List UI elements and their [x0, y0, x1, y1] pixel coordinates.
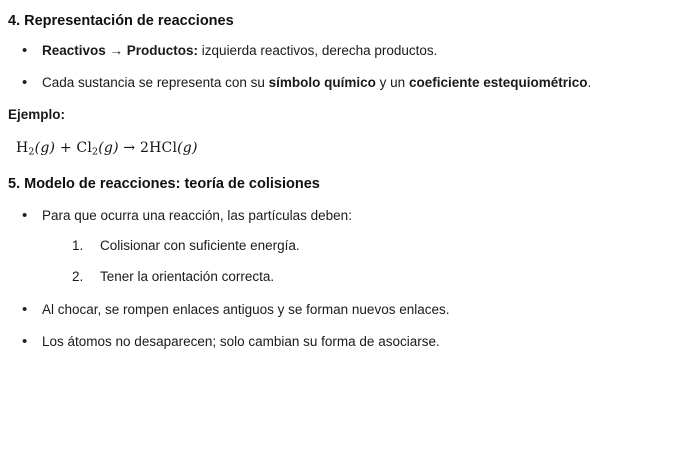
section-5-heading: 5. Modelo de reacciones: teoría de colisiones [8, 176, 320, 193]
list-item: • Al chocar, se rompen enlaces antiguos y se forman nuevos enlaces. [8, 300, 663, 320]
example-label: Ejemplo: [8, 106, 66, 122]
equation-arrow: → [123, 139, 136, 156]
bullet-2-mid: y un [375, 75, 409, 91]
list-item [8, 41, 663, 61]
equation-h-symbol: H [16, 139, 29, 156]
equation-plus: + [59, 139, 72, 156]
equation-h-subscript: 2 [28, 146, 35, 158]
chemical-equation [16, 140, 663, 157]
list-item: Tener la orientación correcta. [100, 269, 275, 285]
list-item: • Los átomos no desaparecen; solo cambian su forma de asociarse. [8, 332, 663, 352]
equation-state-2: (g) [98, 139, 119, 156]
bullet-2-strong-2: coeficiente estequiométrico [408, 75, 588, 91]
bullet-1-strong: Reactivos → Productos: [42, 42, 199, 58]
collision-steps-list [42, 236, 663, 287]
equation-cl-symbol: Cl [76, 139, 93, 156]
list-item [8, 206, 663, 287]
equation-state-3: (g) [177, 139, 198, 156]
section-4-heading: 4. Representación de reacciones [8, 13, 234, 29]
bullet-2-strong-1: símbolo químico [268, 75, 376, 91]
bullet-2-post: . [587, 75, 592, 91]
bullet-2-pre: Cada sustancia se representa con su [42, 75, 269, 91]
section-5-intro-text: Para que ocurra una reacción, las partículas deben: [42, 208, 352, 224]
section-4-bullet-list [8, 41, 663, 93]
equation-product: 2HCl [140, 139, 178, 156]
list-item: Colisionar con suficiente energía. [100, 237, 300, 253]
section-5-bullet-list [8, 206, 663, 352]
bullet-1-text: izquierda reactivos, derecha productos. [198, 42, 438, 58]
equation-cl-subscript: 2 [92, 146, 99, 158]
equation-state-1: (g) [34, 139, 56, 156]
list-item [8, 73, 663, 93]
